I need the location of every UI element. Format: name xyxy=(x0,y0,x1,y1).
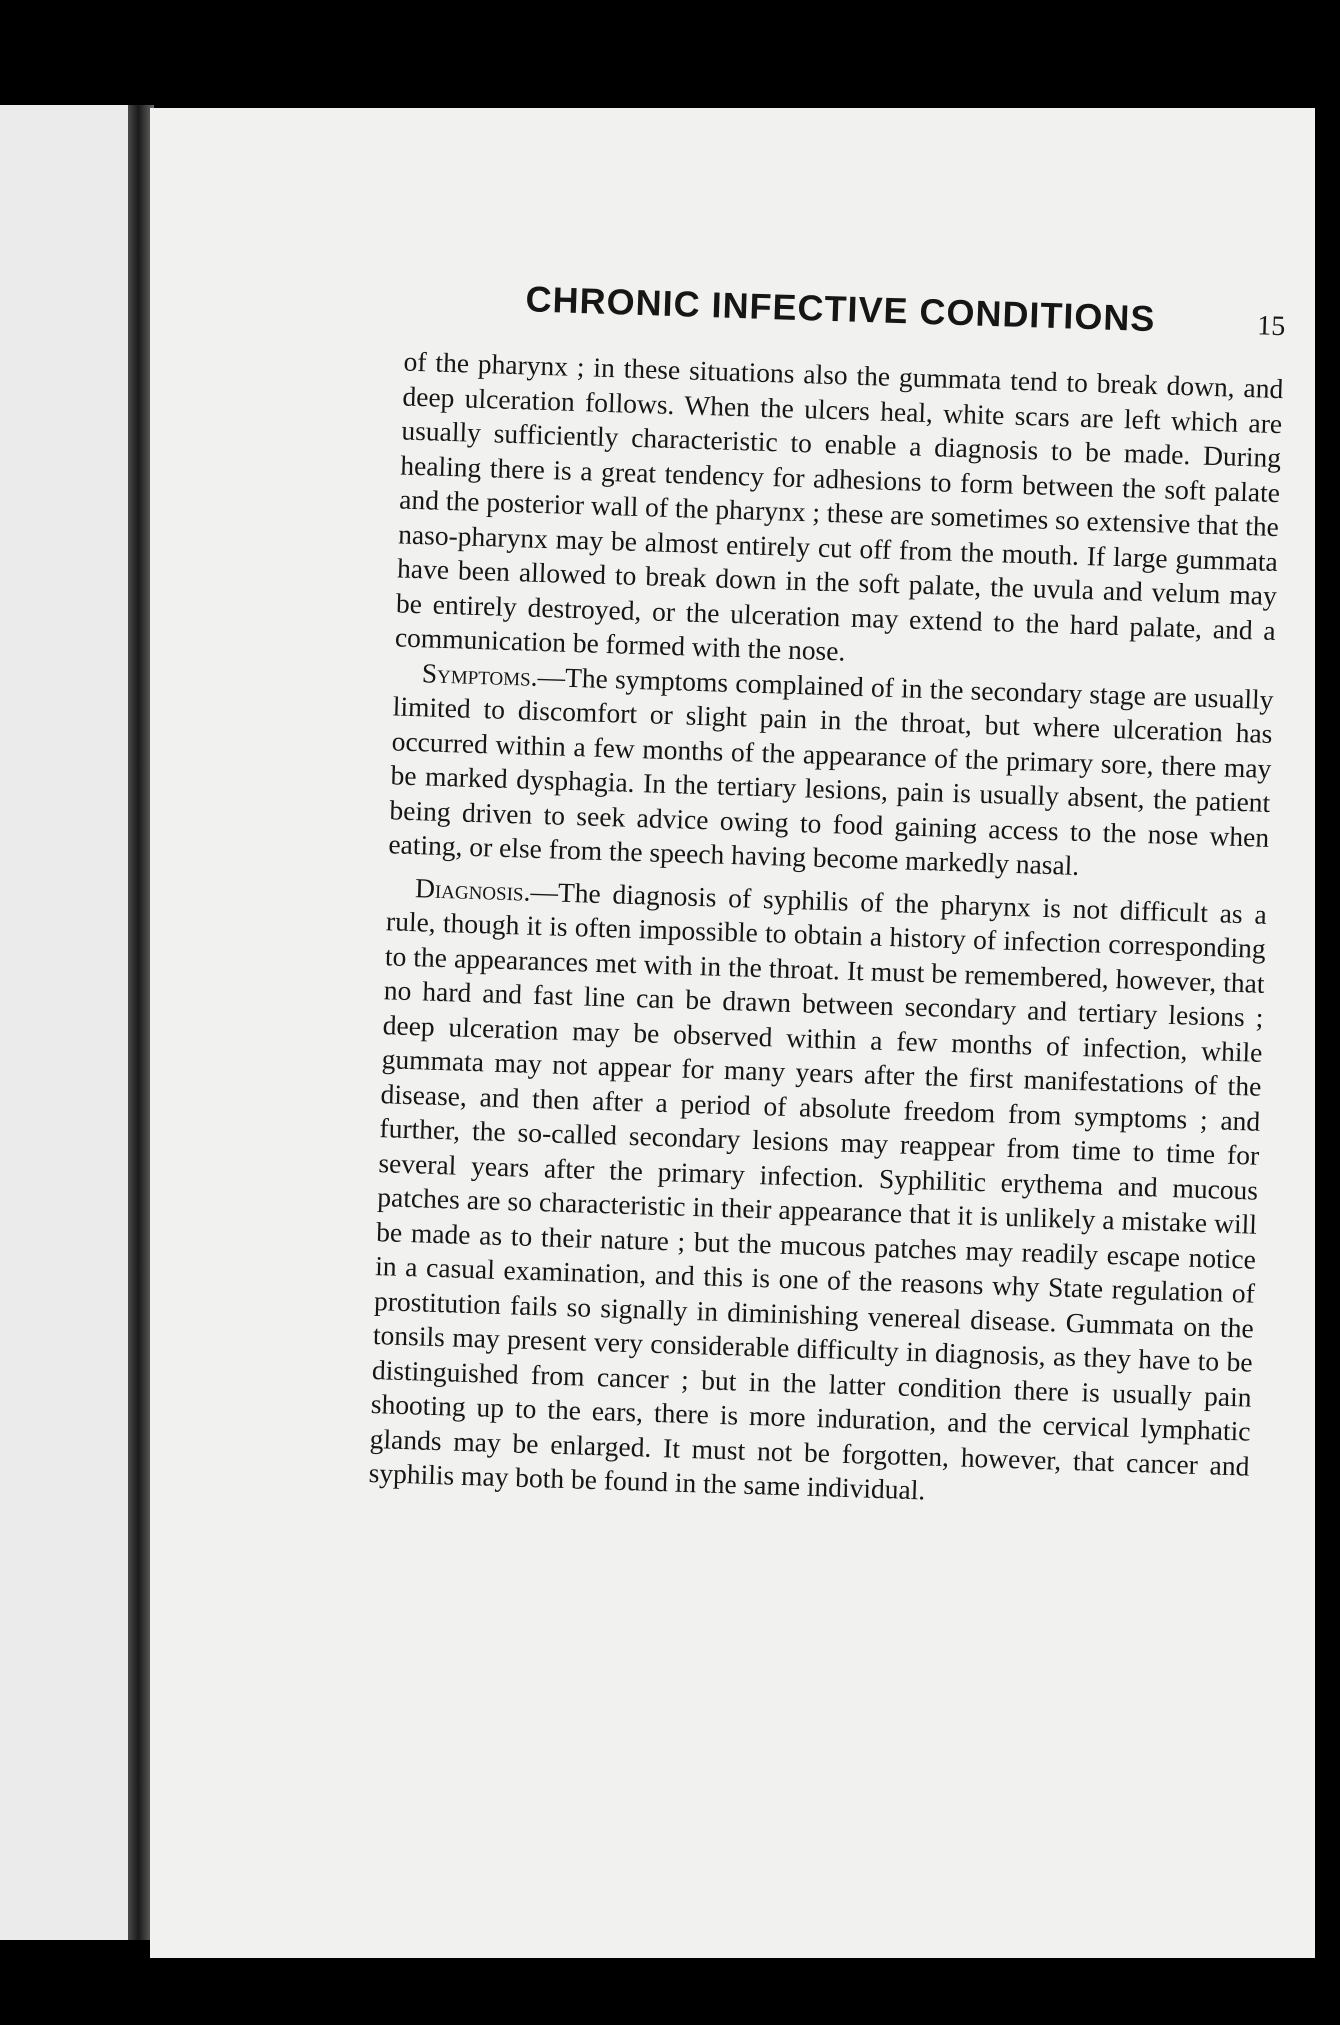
paragraph-symptoms xyxy=(388,655,1274,890)
paragraph-diagnosis xyxy=(368,870,1267,1518)
paragraph-text: —The symptoms complained of in the secondary stage are usually limited to discomfort or slight pain in the throat, but where ulceration has occurred within a few months of the appearance of the primary sore, there may be marked dysphagia. In the tertiary lesions, pain is usually absent, the patient being driven to seek advice owing to food gaining access to the nose when eating, or else from the speech having become markedly nasal. xyxy=(388,660,1274,881)
running-title: CHRONIC INFECTIVE CONDITIONS xyxy=(525,278,1157,340)
book-page xyxy=(150,108,1315,1958)
body-text xyxy=(368,345,1284,1519)
section-heading-symptoms: Symptoms. xyxy=(421,656,539,692)
page-content xyxy=(358,275,1286,1842)
section-heading-diagnosis: Diagnosis. xyxy=(414,871,532,907)
paragraph-pharynx-gummata xyxy=(394,345,1283,683)
paragraph-text: —The diagnosis of syphilis of the pharynx is not difficult as a rule, though it is often impossible to obtain a history of infection corresponding to the appearances met with in the throat. It must be remembered, however, that no hard and fast line can be drawn between secondary and tertiary lesions ; deep ulceration may be observed within a few months of infection, while gummata may not appear for many years after the first manifestations of the disease, and then after a period of absolute freedom from symptoms ; and further, the so-called secondary lesions may reappear from time to time for several years after the primary infection. Syphilitic erythema and mucous patches are so characteristic in their appearance that it is unlikely a mistake will be made as to their nature ; but the mucous patches may readily escape notice in a casual examination, and this is one of the reasons why State regulation of prostitution fails so signally in diminishing venereal disease. Gummata on the tonsils may present very considerable difficulty in diagnosis, as they have to be distinguished from cancer ; but in the latter condition there is usually pain shooting up to the ears, there is more induration, and the cervical lymphatic glands may be enlarged. It must not be forgotten, however, that cancer and syphilis may both be found in the same individual. xyxy=(368,875,1268,1506)
page-number: 15 xyxy=(1256,310,1286,343)
paragraph-text: of the pharynx ; in these situations also the gummata tend to break down, and deep ulceration follows. When the ulcers heal, white scars are left which are usually sufficiently characteristic to enable a diagnosis to be made. During healing there is a great tendency for adhesions to form between the soft palate and the posterior wall of the pharynx ; these are sometimes so extensive that the naso-pharynx may be almost entirely cut off from the mouth. If large gummata have been allowed to break down in the soft palate, the uvula and velum may be entirely destroyed, or the ulceration may extend to the hard palate, and a communication be formed with the nose. xyxy=(394,345,1284,667)
previous-page-edge xyxy=(0,105,143,1940)
